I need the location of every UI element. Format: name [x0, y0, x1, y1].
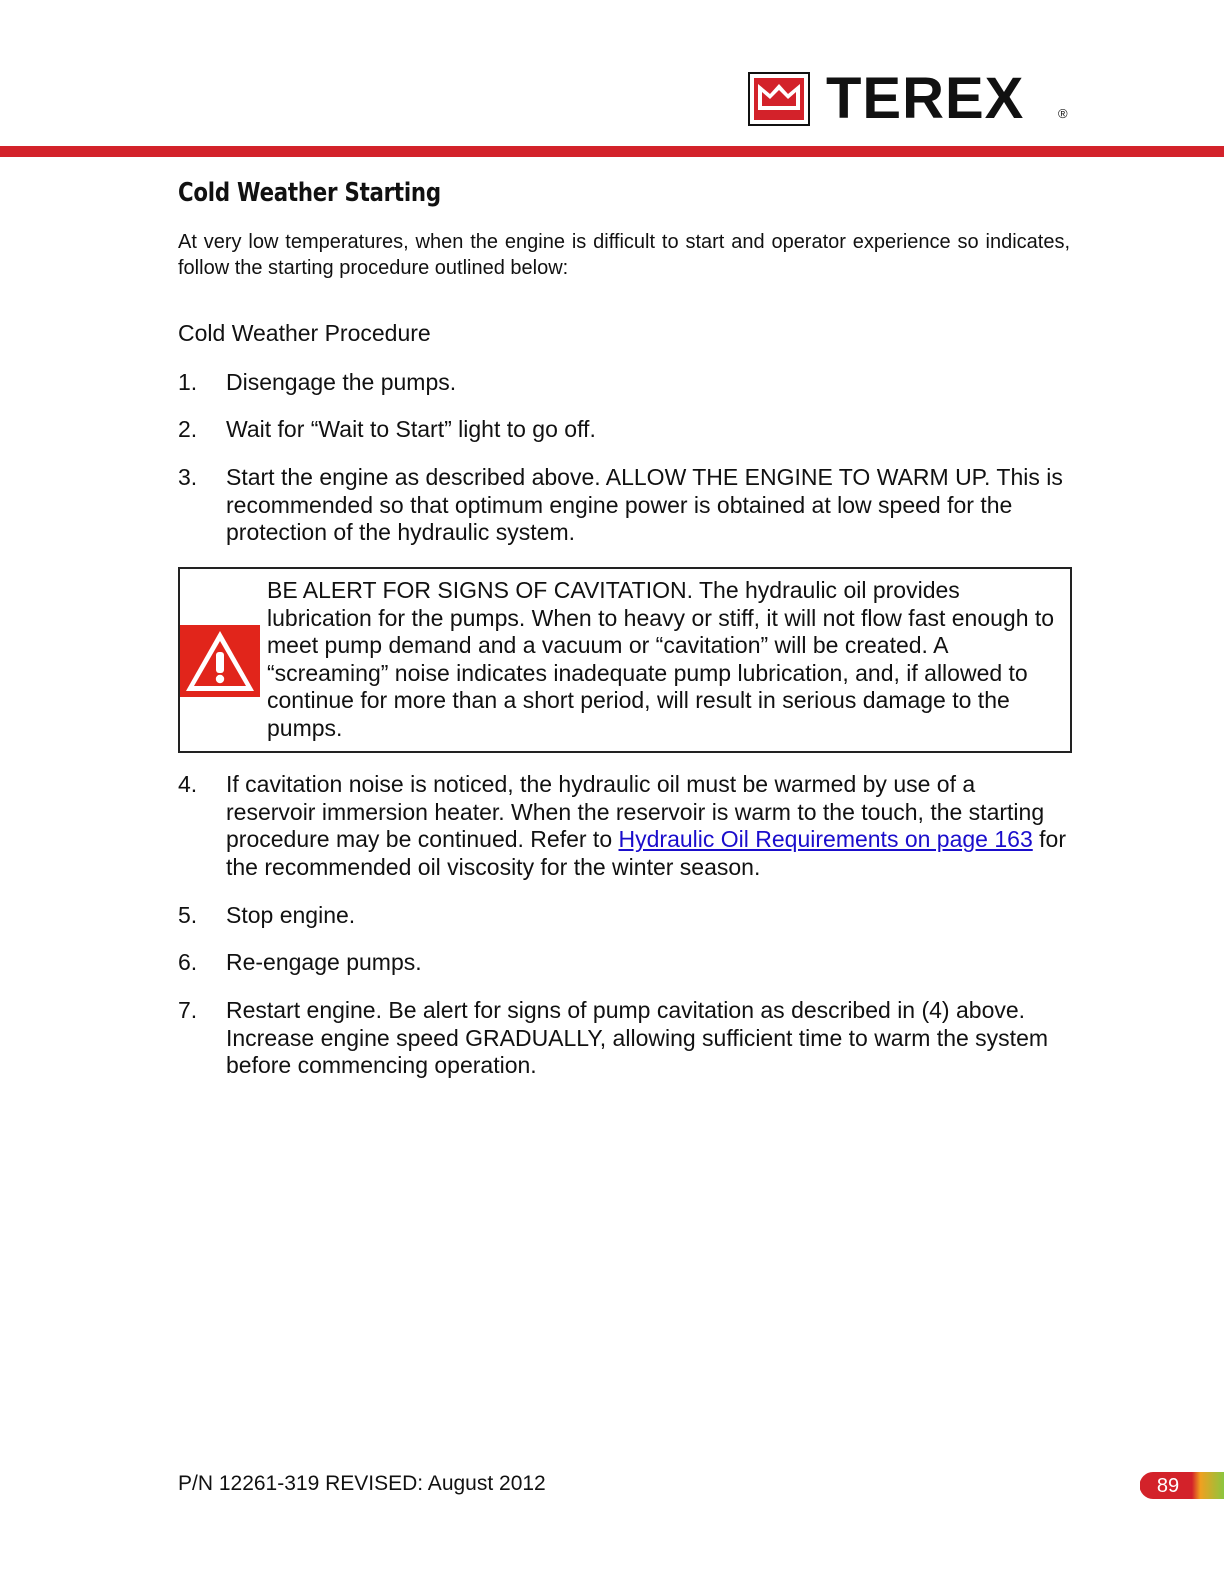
step-number: 2.: [178, 416, 198, 442]
registered-mark: ®: [1058, 106, 1068, 121]
step-text: Disengage the pumps.: [226, 369, 457, 395]
step-number: 6.: [178, 949, 198, 975]
terex-crown-icon: [748, 72, 810, 126]
step-number: 5.: [178, 902, 198, 928]
warning-text: BE ALERT FOR SIGNS OF CAVITATION. The hydraulic oil provides lubrication for the pumps. When to heavy or stiff, it will not flow fast enough to meet pump demand and a vacuum or “cavitation” will be created. A “screaming” noise indicates inadequate pump lubrication, and, if allowed to continue for more than a short period, will result in serious damage to the pumps.: [267, 577, 1055, 741]
section-title: Cold Weather Starting: [178, 178, 441, 208]
step-text: Stop engine.: [226, 902, 356, 928]
footer-part-number: P/N 12261-319 REVISED: August 2012: [178, 1472, 546, 1495]
step-text: Restart engine. Be alert for signs of pump cavitation as described in (4) above. Increase engine speed GRADUALLY, allowing sufficient time to warm the system before commencing operation.: [226, 997, 1049, 1079]
warning-box: [178, 567, 1072, 753]
terex-logo: [748, 66, 1078, 131]
warning-triangle-icon: [180, 625, 260, 697]
header-divider: [0, 146, 1224, 157]
step-text: Wait for “Wait to Start” light to go off.: [226, 416, 596, 442]
logo-wordmark: TEREX: [826, 66, 1025, 131]
procedure-subtitle: Cold Weather Procedure: [178, 320, 431, 346]
step-text: Start the engine as described above. ALLOW THE ENGINE TO WARM UP. This is recommended so that optimum engine power is obtained at low speed for the protection of the hydraulic system.: [226, 464, 1063, 546]
page-number: 89: [1156, 1475, 1180, 1497]
step-text: [226, 771, 1070, 881]
step-text-before: If cavitation noise is noticed, the hydraulic oil must be warmed by use of a reservoir immersion heater. When the reservoir is warm to the touch, the starting procedure may be continued. Refer to: [226, 771, 1045, 853]
step-number: 7.: [178, 997, 198, 1023]
hydraulic-oil-link[interactable]: Hydraulic Oil Requirements on page 163: [618, 826, 1033, 853]
step-text-after: for the recommended oil viscosity for the winter season.: [226, 826, 1066, 880]
step-text: Re-engage pumps.: [226, 949, 422, 975]
step-number: 1.: [178, 369, 198, 395]
page-number-badge: [1140, 1472, 1224, 1499]
step-number: 3.: [178, 464, 198, 490]
step-number: 4.: [178, 771, 198, 797]
intro-paragraph: At very low temperatures, when the engine is difficult to start and operator experience so indicates, follow the starting procedure outlined below:: [178, 231, 1070, 279]
